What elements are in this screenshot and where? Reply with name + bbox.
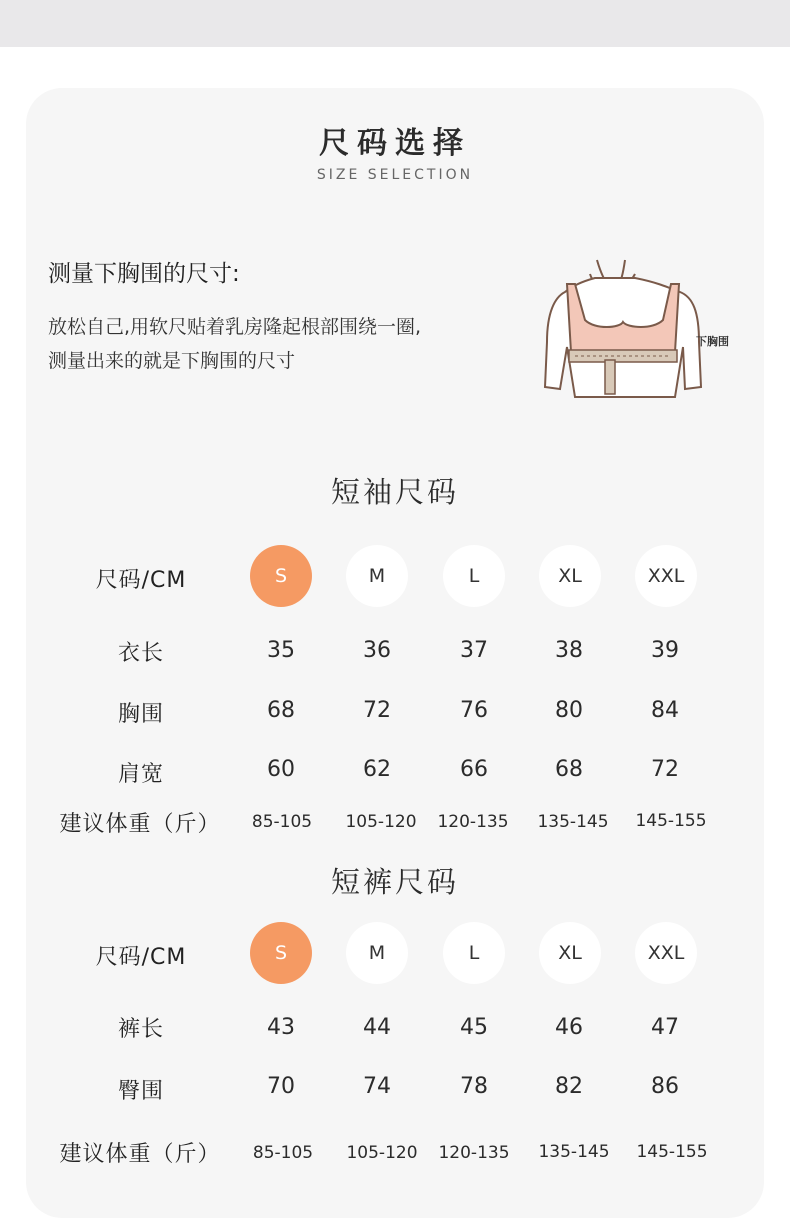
page-title: 尺码选择 xyxy=(319,126,471,161)
shorts-size-title: 短裤尺码 xyxy=(330,865,459,899)
shirt-weight-cell: 85-105 xyxy=(251,812,313,832)
underbust-illustration xyxy=(535,252,745,407)
shirt-weight-label: 建议体重（斤） xyxy=(59,812,221,837)
shirt-cell: 68 xyxy=(555,757,583,782)
shorts-cell: 43 xyxy=(267,1015,295,1040)
shorts-size-xl[interactable]: XL xyxy=(539,922,601,984)
shirt-cell: 72 xyxy=(651,757,679,782)
shirt-cell: 60 xyxy=(267,757,295,782)
measure-description: 放松自己,用软尺贴着乳房隆起根部围绕一圈, 测量出来的就是下胸围的尺寸 xyxy=(48,316,422,372)
shirt-weight-cell: 135-145 xyxy=(537,812,609,832)
shirt-size-l[interactable]: L xyxy=(443,545,505,607)
shirt-weight-cell: 145-155 xyxy=(635,811,707,831)
shorts-cell: 70 xyxy=(267,1074,295,1099)
shirt-cell: 35 xyxy=(267,638,295,663)
shorts-size-label: 尺码/CM xyxy=(95,945,187,970)
shorts-weight-cell: 120-135 xyxy=(438,1143,510,1163)
shirt-cell: 38 xyxy=(555,638,583,663)
shirt-row-label: 胸围 xyxy=(117,702,164,727)
shirt-cell: 62 xyxy=(363,757,391,782)
shirt-size-label: 尺码/CM xyxy=(95,568,187,593)
shirt-cell: 39 xyxy=(651,638,679,663)
underbust-label: 下胸围 xyxy=(696,335,729,348)
shirt-weight-cell: 105-120 xyxy=(345,812,417,832)
shirt-cell: 66 xyxy=(460,757,488,782)
shorts-cell: 47 xyxy=(651,1015,679,1040)
shirt-cell: 84 xyxy=(651,698,679,723)
shorts-row-label: 裤长 xyxy=(117,1017,164,1042)
shorts-cell: 45 xyxy=(460,1015,488,1040)
shirt-row-label: 衣长 xyxy=(117,641,164,666)
shorts-size-s[interactable]: S xyxy=(250,922,312,984)
shorts-cell: 86 xyxy=(651,1074,679,1099)
shirt-size-m[interactable]: M xyxy=(346,545,408,607)
shorts-weight-cell: 135-145 xyxy=(538,1142,610,1162)
shirt-cell: 37 xyxy=(460,638,488,663)
shirt-size-title: 短袖尺码 xyxy=(330,475,459,509)
shorts-cell: 74 xyxy=(363,1074,391,1099)
shorts-weight-cell: 105-120 xyxy=(346,1143,418,1163)
shirt-row-label: 肩宽 xyxy=(117,762,164,787)
shorts-size-xxl[interactable]: XXL xyxy=(635,922,697,984)
page-subtitle: SIZE SELECTION xyxy=(316,167,474,183)
shirt-size-xxl[interactable]: XXL xyxy=(635,545,697,607)
shirt-weight-cell: 120-135 xyxy=(437,812,509,832)
shorts-row-label: 臀围 xyxy=(117,1079,164,1104)
shirt-cell: 80 xyxy=(555,698,583,723)
shirt-cell: 76 xyxy=(460,698,488,723)
shorts-weight-cell: 145-155 xyxy=(636,1142,708,1162)
shorts-cell: 46 xyxy=(555,1015,583,1040)
shorts-size-m[interactable]: M xyxy=(346,922,408,984)
shirt-size-xl[interactable]: XL xyxy=(539,545,601,607)
top-bar xyxy=(0,0,790,47)
shirt-cell: 72 xyxy=(363,698,391,723)
measure-title: 测量下胸围的尺寸: xyxy=(48,261,240,287)
shorts-size-l[interactable]: L xyxy=(443,922,505,984)
shirt-size-s[interactable]: S xyxy=(250,545,312,607)
shorts-cell: 82 xyxy=(555,1074,583,1099)
shirt-cell: 36 xyxy=(363,638,391,663)
shorts-cell: 44 xyxy=(363,1015,391,1040)
shorts-weight-cell: 85-105 xyxy=(252,1143,314,1163)
shorts-cell: 78 xyxy=(460,1074,488,1099)
shorts-weight-label: 建议体重（斤） xyxy=(59,1142,221,1167)
shirt-cell: 68 xyxy=(267,698,295,723)
